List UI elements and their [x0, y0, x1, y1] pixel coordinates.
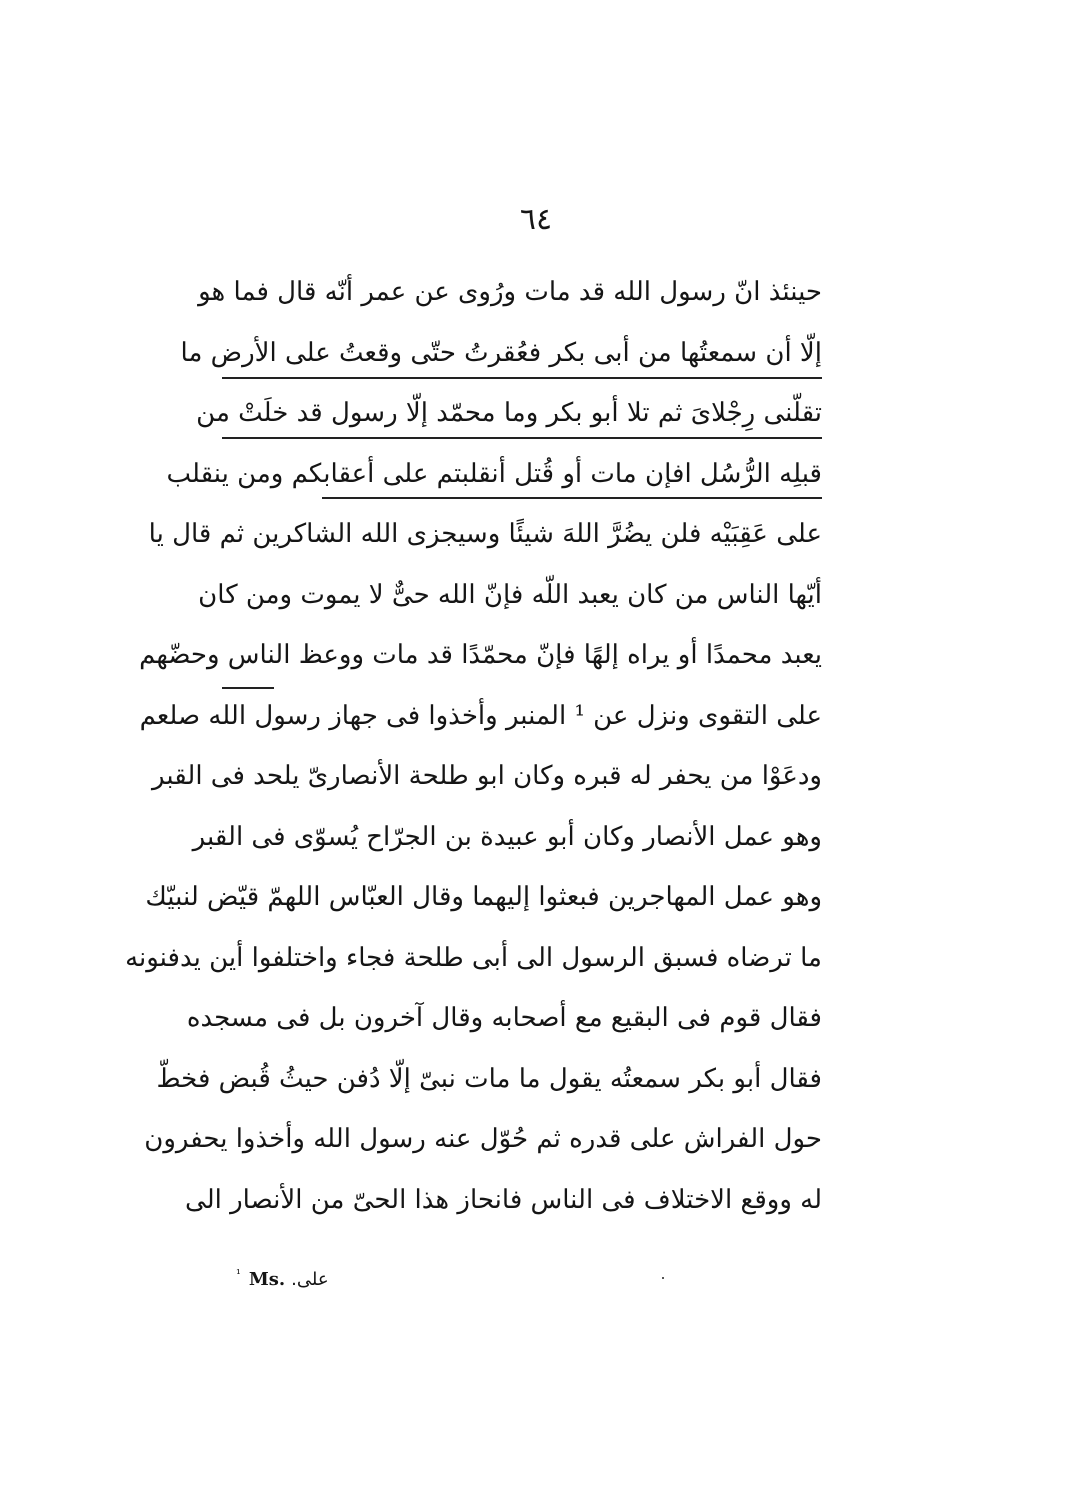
underline-mark	[222, 437, 822, 439]
footnote-marker: ¹	[236, 1267, 241, 1281]
text-line-4: قبلِه الرُّسُل افإن مات أو قُتل أنقلبتم على أعقابكم ومن ينقلب	[166, 458, 822, 489]
text-line-10: وهو عمل الأنصار وكان أبو عبيدة بن الجرّاح يُسوّى فى القبر	[192, 821, 822, 852]
text-line-8: على التقوى ونزل عن ¹ المنبر وأخذوا فى جهاز رسول الله صلعم	[139, 700, 822, 731]
text-line-12: ما ترضاه فسبق الرسول الى أبى طلحة فجاء واختلفوا أين يدفنونه	[125, 942, 822, 973]
text-line-1: حينئذ انّ رسول الله قد مات ورُوى عن عمر أنّه قال فما هو	[198, 277, 822, 307]
text-line-2: إلّا أن سمعتُها من أبى بكر فعُقرتُ حتّى وقعتُ على الأرض ما	[180, 337, 822, 368]
underline-mark	[222, 377, 822, 379]
text-line-13: فقال قوم فى البقيع مع أصحابه وقال آخرون بل فى مسجده	[186, 1003, 822, 1033]
text-line-15: حول الفراش على قدره ثم حُوّل عنه رسول الله وأخذوا يحفرون	[144, 1124, 822, 1154]
underline-mark	[322, 497, 822, 499]
text-line-11: وهو عمل المهاجرين فبعثوا إليهما وقال العبّاس اللهمّ قيّض لنبيّك	[145, 882, 822, 912]
text-line-9: ودعَوْا من يحفر له قبره وكان ابو طلحة الأنصارىّ يلحد فى القبر	[152, 761, 822, 791]
footnote-source: Ms.	[248, 1269, 286, 1290]
text-line-7: يعبد محمدًا أو يراه إلهًا فإنّ محمّدًا قد مات ووعظ الناس وحضّهم	[139, 640, 822, 670]
page-number: ٦٤	[519, 202, 553, 237]
arabic-body-text	[125, 262, 822, 1230]
scan-speck	[662, 1277, 664, 1279]
text-line-5: على عَقِبَيْه فلن يضُرَّ اللهَ شيئًا وسيجزى الله الشاكرين ثم قال يا	[148, 519, 822, 549]
underline-mark	[222, 687, 274, 689]
text-line-14: فقال أبو بكر سمعتُه يقول ما مات نبىّ إلّا دُفن حيثُ قُبض فخطّ	[156, 1063, 822, 1094]
footnote-reading: على.	[291, 1269, 329, 1290]
text-line-3: تقلّنى رِجْلاىَ ثم تلا أبو بكر وما محمّد إلّا رسول قد خلَتْ من	[196, 398, 822, 428]
text-line-16: له ووقع الاختلاف فى الناس فانحاز هذا الحىّ من الأنصار الى	[185, 1184, 822, 1215]
footnote	[236, 1260, 329, 1294]
text-line-6: أيّها الناس من كان يعبد اللّه فإنّ الله حىٌّ لا يموت ومن كان	[198, 579, 822, 610]
